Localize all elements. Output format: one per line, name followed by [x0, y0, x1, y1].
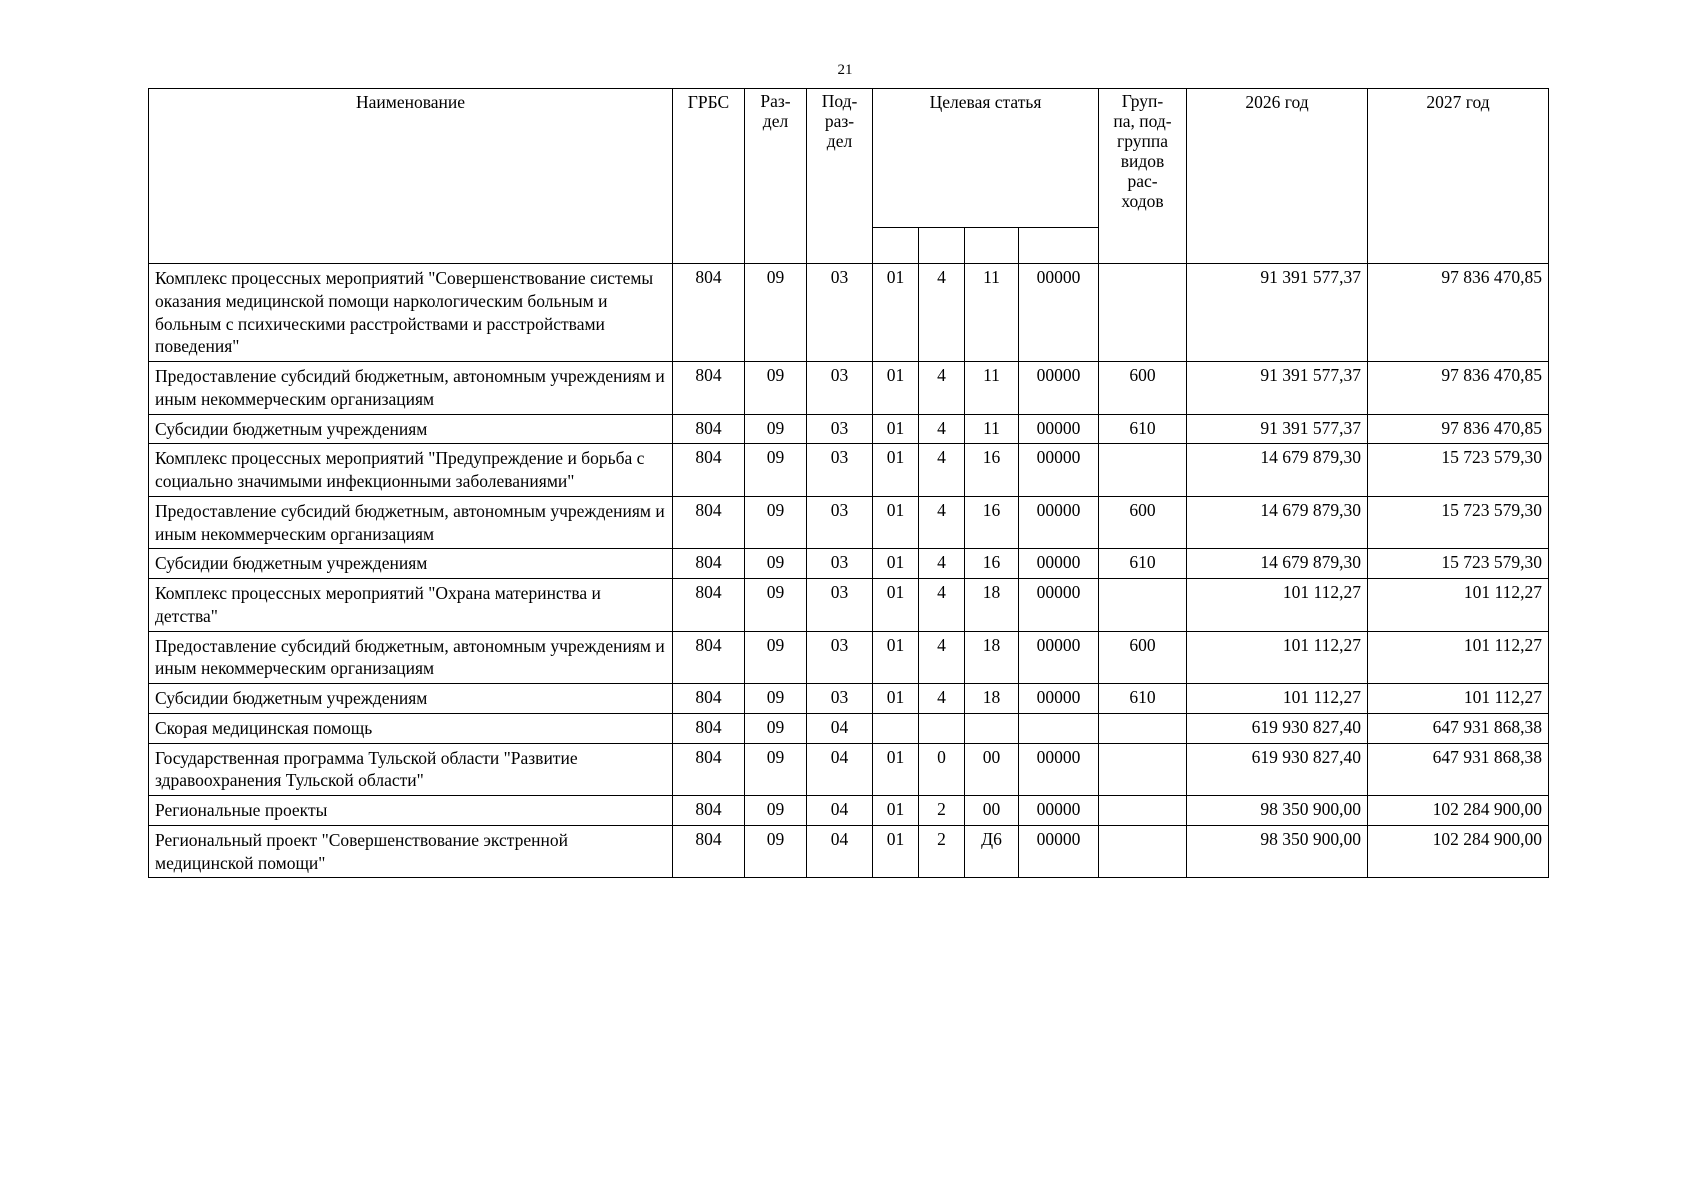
- table-row: [149, 796, 1549, 826]
- cell-cs2: 4: [919, 414, 965, 444]
- header-year-2026: 2026 год: [1187, 89, 1368, 264]
- cell-name: Субсидии бюджетным учреждениям: [149, 414, 673, 444]
- cell-cs2: 4: [919, 579, 965, 632]
- cell-cs2: 4: [919, 684, 965, 714]
- cell-group: [1099, 713, 1187, 743]
- cell-razdel: 09: [745, 631, 807, 684]
- cell-name: Комплекс процессных мероприятий "Совершенствование системы оказания медицинской помощи наркологическим больным и больным с психическими расстройствами и расстройствами поведения": [149, 264, 673, 362]
- cell-podrazdel: 03: [807, 414, 873, 444]
- cell-name: Предоставление субсидий бюджетным, автономным учреждениям и иным некоммерческим организациям: [149, 496, 673, 549]
- cell-name: Субсидии бюджетным учреждениям: [149, 549, 673, 579]
- cell-cs2: 4: [919, 264, 965, 362]
- cell-podrazdel: 04: [807, 796, 873, 826]
- cell-cs3: 18: [965, 631, 1019, 684]
- cell-year2: 15 723 579,30: [1368, 496, 1549, 549]
- cell-cs2: 4: [919, 496, 965, 549]
- cell-cs2: [919, 713, 965, 743]
- cell-group: 610: [1099, 684, 1187, 714]
- cell-year1: 14 679 879,30: [1187, 549, 1368, 579]
- cell-year1: 619 930 827,40: [1187, 743, 1368, 796]
- header-cs4: [1019, 228, 1099, 264]
- cell-cs3: 18: [965, 579, 1019, 632]
- budget-table-container: [148, 88, 1548, 878]
- header-year-2027: 2027 год: [1368, 89, 1549, 264]
- cell-cs3: 18: [965, 684, 1019, 714]
- table-body: [149, 264, 1549, 878]
- cell-cs4: 00000: [1019, 496, 1099, 549]
- header-razdel: Раз- дел: [745, 89, 807, 264]
- table-row: [149, 496, 1549, 549]
- cell-podrazdel: 03: [807, 496, 873, 549]
- cell-cs1: 01: [873, 414, 919, 444]
- cell-name: Предоставление субсидий бюджетным, автономным учреждениям и иным некоммерческим организациям: [149, 631, 673, 684]
- cell-year2: 102 284 900,00: [1368, 796, 1549, 826]
- cell-year1: 101 112,27: [1187, 631, 1368, 684]
- cell-cs1: 01: [873, 362, 919, 415]
- cell-group: 600: [1099, 496, 1187, 549]
- cell-group: 610: [1099, 549, 1187, 579]
- cell-razdel: 09: [745, 496, 807, 549]
- header-cs2: [919, 228, 965, 264]
- cell-name: Комплекс процессных мероприятий "Охрана материнства и детства": [149, 579, 673, 632]
- table-row: [149, 414, 1549, 444]
- cell-cs3: 11: [965, 414, 1019, 444]
- cell-cs1: [873, 713, 919, 743]
- cell-cs1: 01: [873, 684, 919, 714]
- cell-group: 600: [1099, 631, 1187, 684]
- cell-podrazdel: 03: [807, 444, 873, 497]
- cell-cs1: 01: [873, 264, 919, 362]
- cell-group: 610: [1099, 414, 1187, 444]
- table-row: [149, 444, 1549, 497]
- cell-group: [1099, 796, 1187, 826]
- table-row: [149, 631, 1549, 684]
- table-row: [149, 825, 1549, 878]
- cell-year2: 15 723 579,30: [1368, 549, 1549, 579]
- cell-year1: 101 112,27: [1187, 579, 1368, 632]
- cell-name: Региональные проекты: [149, 796, 673, 826]
- cell-cs2: 4: [919, 444, 965, 497]
- cell-grbs: 804: [673, 743, 745, 796]
- cell-year2: 102 284 900,00: [1368, 825, 1549, 878]
- header-target-article: Целевая статья: [873, 89, 1099, 228]
- cell-grbs: 804: [673, 796, 745, 826]
- cell-cs2: 4: [919, 631, 965, 684]
- cell-cs1: 01: [873, 631, 919, 684]
- cell-cs4: 00000: [1019, 684, 1099, 714]
- cell-year2: 647 931 868,38: [1368, 743, 1549, 796]
- cell-year1: 91 391 577,37: [1187, 362, 1368, 415]
- cell-razdel: 09: [745, 743, 807, 796]
- table-row: [149, 579, 1549, 632]
- cell-cs3: 16: [965, 549, 1019, 579]
- cell-cs3: 00: [965, 796, 1019, 826]
- cell-name: Государственная программа Тульской области "Развитие здравоохранения Тульской области": [149, 743, 673, 796]
- cell-year2: 101 112,27: [1368, 579, 1549, 632]
- cell-cs4: 00000: [1019, 549, 1099, 579]
- cell-razdel: 09: [745, 825, 807, 878]
- cell-cs4: 00000: [1019, 362, 1099, 415]
- cell-podrazdel: 04: [807, 713, 873, 743]
- cell-group: [1099, 264, 1187, 362]
- cell-group: 600: [1099, 362, 1187, 415]
- cell-cs4: 00000: [1019, 796, 1099, 826]
- cell-cs2: 4: [919, 362, 965, 415]
- cell-podrazdel: 03: [807, 579, 873, 632]
- cell-cs4: 00000: [1019, 825, 1099, 878]
- header-grbs: ГРБС: [673, 89, 745, 264]
- table-header: [149, 89, 1549, 264]
- cell-group: [1099, 579, 1187, 632]
- cell-grbs: 804: [673, 684, 745, 714]
- cell-cs3: 16: [965, 496, 1019, 549]
- cell-grbs: 804: [673, 414, 745, 444]
- header-cs3: [965, 228, 1019, 264]
- cell-cs1: 01: [873, 825, 919, 878]
- cell-name: Субсидии бюджетным учреждениям: [149, 684, 673, 714]
- header-group: Груп- па, под- группа видов рас- ходов: [1099, 89, 1187, 264]
- table-row: [149, 362, 1549, 415]
- table-row: [149, 713, 1549, 743]
- header-name: Наименование: [149, 89, 673, 264]
- cell-year2: 97 836 470,85: [1368, 414, 1549, 444]
- cell-podrazdel: 04: [807, 825, 873, 878]
- header-row: [149, 89, 1549, 228]
- cell-cs3: 11: [965, 264, 1019, 362]
- table-row: [149, 264, 1549, 362]
- header-cs1: [873, 228, 919, 264]
- cell-podrazdel: 03: [807, 631, 873, 684]
- budget-table: [148, 88, 1549, 878]
- cell-year2: 647 931 868,38: [1368, 713, 1549, 743]
- cell-grbs: 804: [673, 264, 745, 362]
- cell-razdel: 09: [745, 362, 807, 415]
- cell-cs1: 01: [873, 743, 919, 796]
- cell-grbs: 804: [673, 631, 745, 684]
- cell-year2: 101 112,27: [1368, 631, 1549, 684]
- cell-cs4: [1019, 713, 1099, 743]
- cell-podrazdel: 04: [807, 743, 873, 796]
- cell-podrazdel: 03: [807, 549, 873, 579]
- cell-group: [1099, 825, 1187, 878]
- cell-grbs: 804: [673, 362, 745, 415]
- cell-razdel: 09: [745, 713, 807, 743]
- cell-year1: 101 112,27: [1187, 684, 1368, 714]
- cell-cs2: 4: [919, 549, 965, 579]
- cell-grbs: 804: [673, 713, 745, 743]
- cell-cs3: Д6: [965, 825, 1019, 878]
- cell-cs4: 00000: [1019, 631, 1099, 684]
- cell-year1: 98 350 900,00: [1187, 825, 1368, 878]
- cell-year1: 91 391 577,37: [1187, 414, 1368, 444]
- cell-year1: 91 391 577,37: [1187, 264, 1368, 362]
- cell-cs1: 01: [873, 796, 919, 826]
- cell-year1: 14 679 879,30: [1187, 496, 1368, 549]
- cell-cs3: 00: [965, 743, 1019, 796]
- cell-cs4: 00000: [1019, 414, 1099, 444]
- cell-year1: 14 679 879,30: [1187, 444, 1368, 497]
- cell-cs1: 01: [873, 444, 919, 497]
- cell-grbs: 804: [673, 549, 745, 579]
- cell-razdel: 09: [745, 264, 807, 362]
- header-podrazdel: Под- раз- дел: [807, 89, 873, 264]
- cell-cs4: 00000: [1019, 743, 1099, 796]
- cell-razdel: 09: [745, 414, 807, 444]
- table-row: [149, 743, 1549, 796]
- cell-year2: 97 836 470,85: [1368, 264, 1549, 362]
- cell-cs3: 16: [965, 444, 1019, 497]
- page-number: 21: [837, 62, 853, 78]
- cell-razdel: 09: [745, 549, 807, 579]
- cell-razdel: 09: [745, 444, 807, 497]
- cell-cs1: 01: [873, 549, 919, 579]
- cell-year1: 98 350 900,00: [1187, 796, 1368, 826]
- cell-razdel: 09: [745, 579, 807, 632]
- cell-group: [1099, 743, 1187, 796]
- cell-podrazdel: 03: [807, 684, 873, 714]
- cell-year2: 101 112,27: [1368, 684, 1549, 714]
- cell-cs2: 0: [919, 743, 965, 796]
- cell-group: [1099, 444, 1187, 497]
- cell-grbs: 804: [673, 579, 745, 632]
- cell-year2: 97 836 470,85: [1368, 362, 1549, 415]
- cell-razdel: 09: [745, 796, 807, 826]
- cell-cs1: 01: [873, 496, 919, 549]
- cell-grbs: 804: [673, 444, 745, 497]
- cell-cs3: 11: [965, 362, 1019, 415]
- cell-cs2: 2: [919, 796, 965, 826]
- cell-year2: 15 723 579,30: [1368, 444, 1549, 497]
- cell-year1: 619 930 827,40: [1187, 713, 1368, 743]
- cell-cs3: [965, 713, 1019, 743]
- cell-grbs: 804: [673, 496, 745, 549]
- cell-podrazdel: 03: [807, 362, 873, 415]
- cell-name: Скорая медицинская помощь: [149, 713, 673, 743]
- cell-podrazdel: 03: [807, 264, 873, 362]
- table-row: [149, 549, 1549, 579]
- cell-name: Комплекс процессных мероприятий "Предупреждение и борьба с социально значимыми инфекционными заболеваниями": [149, 444, 673, 497]
- cell-name: Региональный проект "Совершенствование экстренной медицинской помощи": [149, 825, 673, 878]
- cell-cs4: 00000: [1019, 264, 1099, 362]
- cell-name: Предоставление субсидий бюджетным, автономным учреждениям и иным некоммерческим организациям: [149, 362, 673, 415]
- cell-cs4: 00000: [1019, 579, 1099, 632]
- cell-cs4: 00000: [1019, 444, 1099, 497]
- table-row: [149, 684, 1549, 714]
- cell-cs2: 2: [919, 825, 965, 878]
- cell-cs1: 01: [873, 579, 919, 632]
- cell-grbs: 804: [673, 825, 745, 878]
- cell-razdel: 09: [745, 684, 807, 714]
